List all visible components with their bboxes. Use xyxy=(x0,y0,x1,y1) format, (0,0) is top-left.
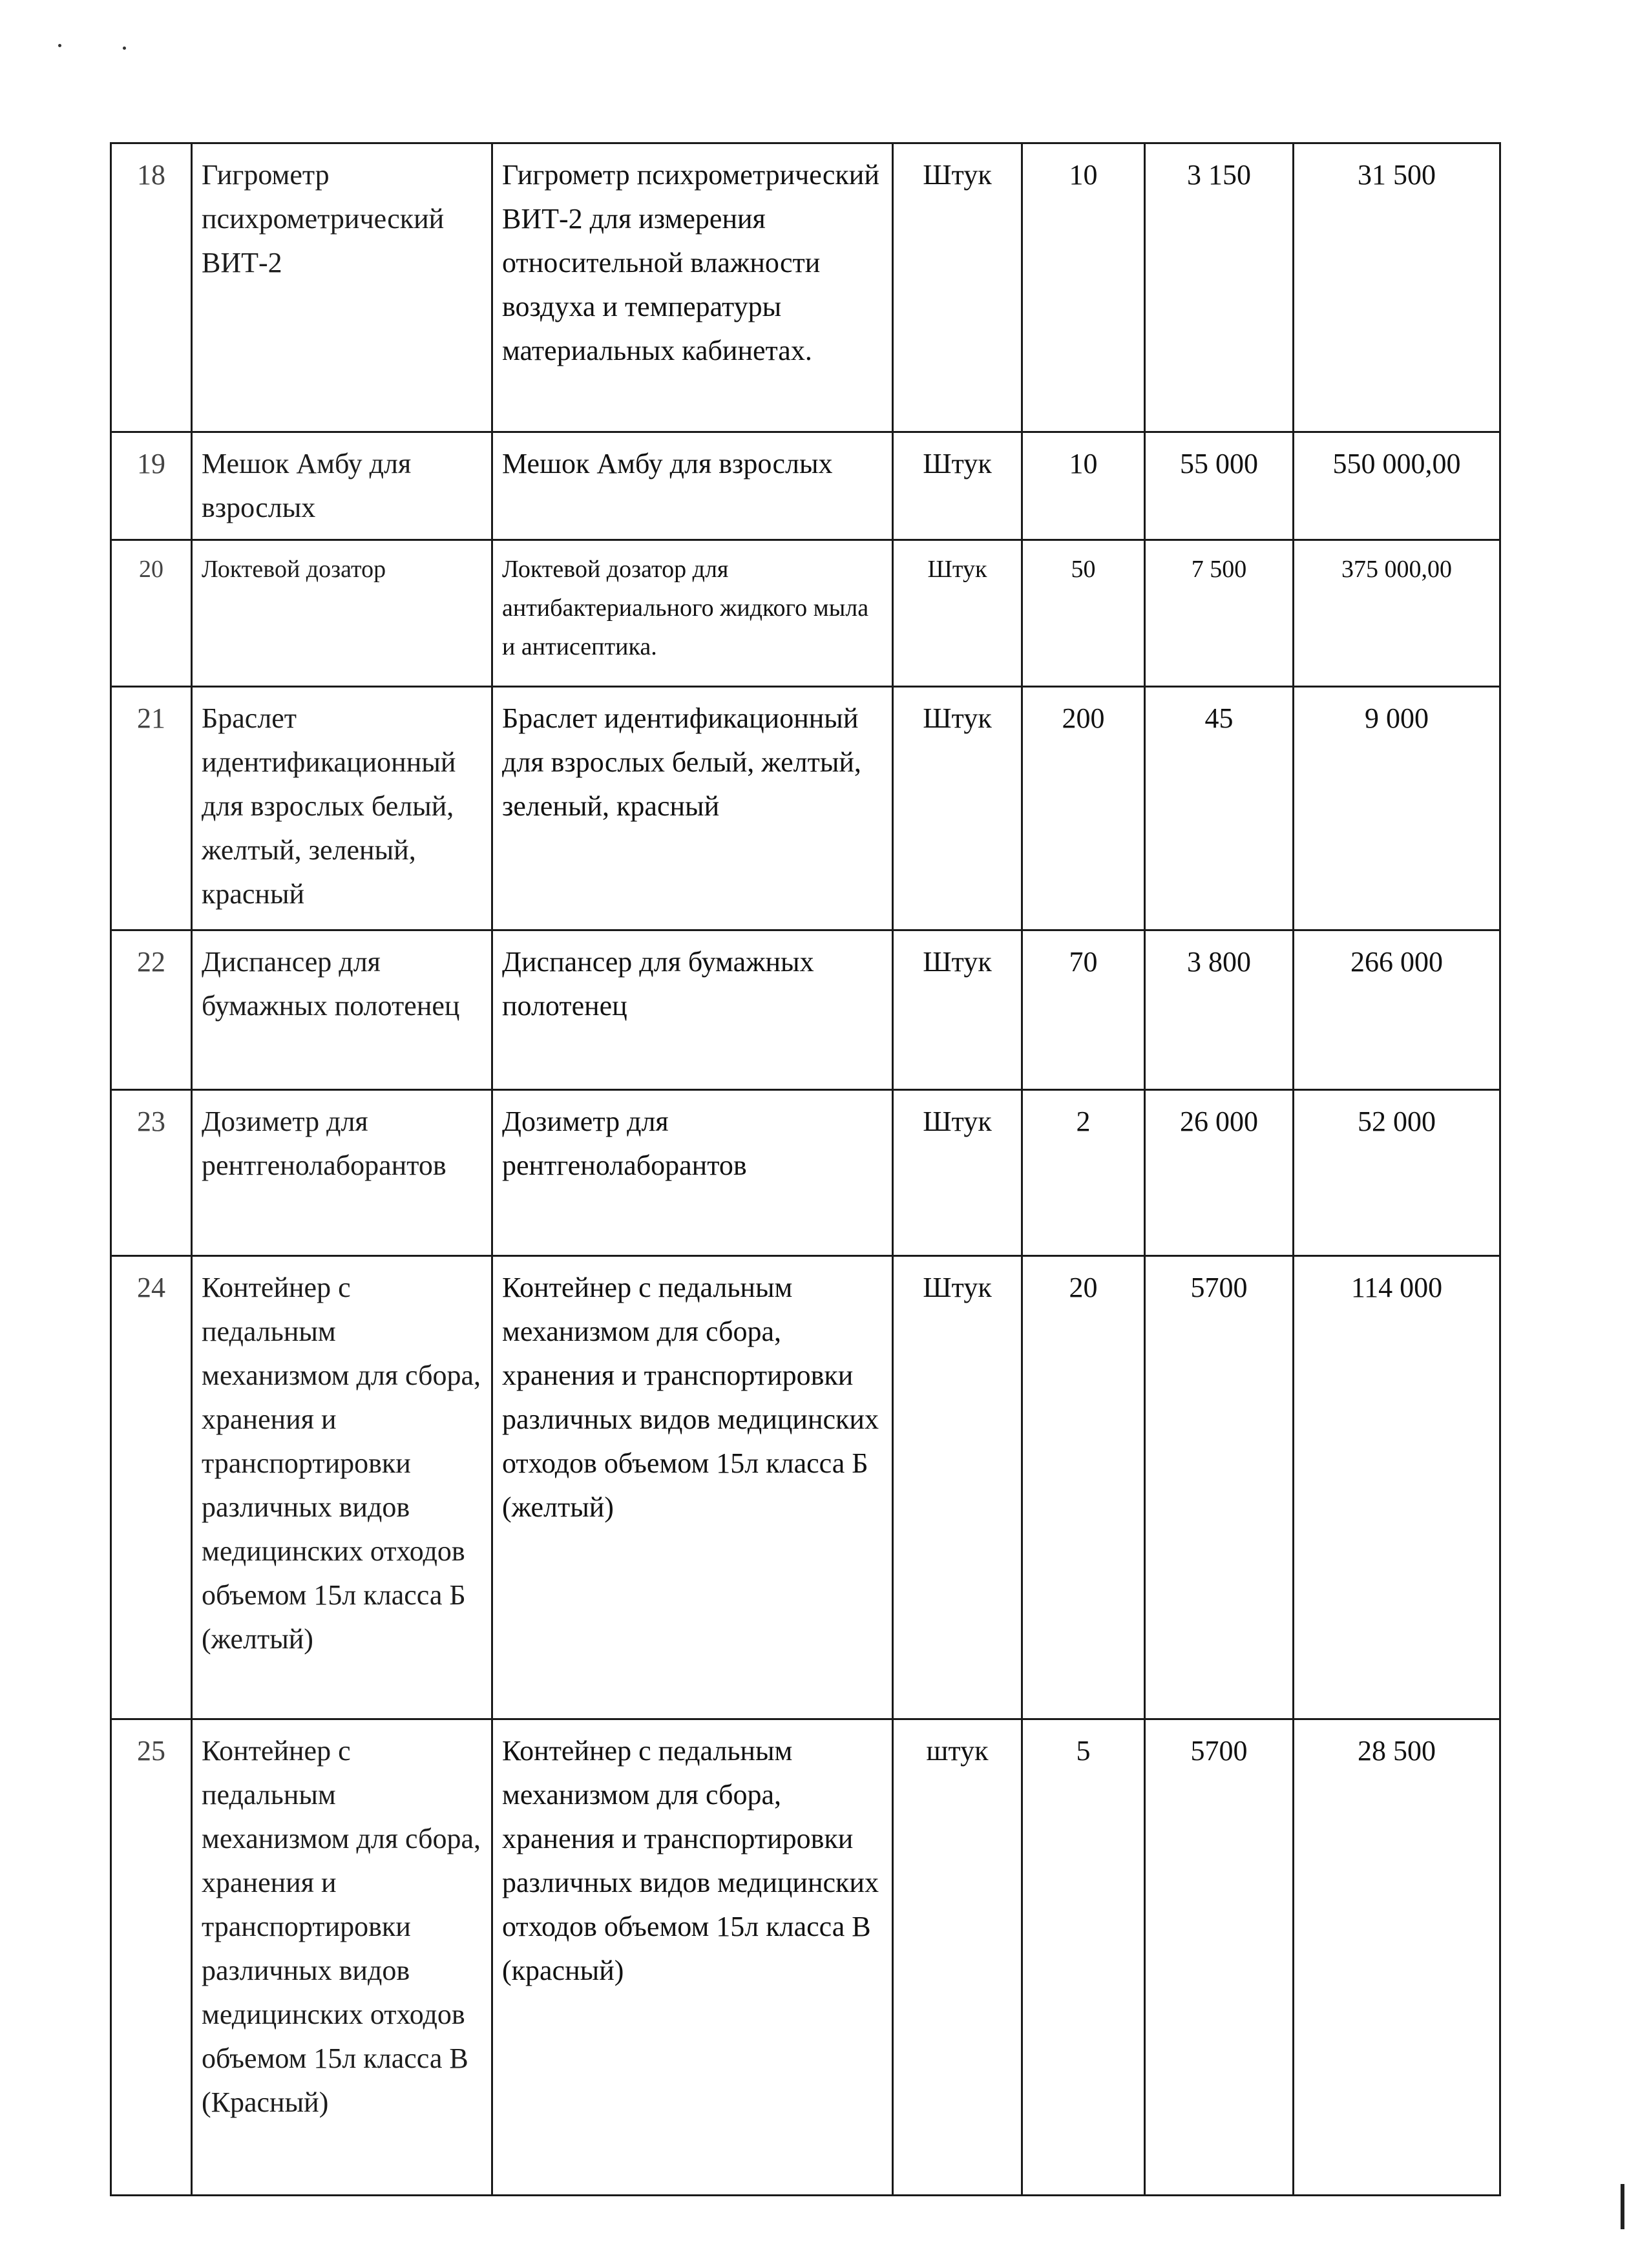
unit-price: 45 xyxy=(1145,687,1294,930)
scan-edge-mark xyxy=(1621,2184,1624,2229)
table-row xyxy=(111,432,1500,540)
unit-price: 26 000 xyxy=(1145,1090,1294,1256)
item-name: Локтевой дозатор xyxy=(192,540,492,687)
table-row xyxy=(111,1256,1500,1719)
scan-speck xyxy=(58,44,61,47)
unit-price: 7 500 xyxy=(1145,540,1294,687)
item-name: Гигрометр психрометрический ВИТ-2 xyxy=(192,143,492,432)
total-amount: 375 000,00 xyxy=(1294,540,1500,687)
total-amount: 9 000 xyxy=(1294,687,1500,930)
row-number: 20 xyxy=(111,540,192,687)
specification-table xyxy=(110,142,1501,2196)
row-number: 19 xyxy=(111,432,192,540)
item-description: Диспансер для бумажных полотенец xyxy=(492,930,893,1090)
total-amount: 52 000 xyxy=(1294,1090,1500,1256)
total-amount: 550 000,00 xyxy=(1294,432,1500,540)
item-description: Контейнер с педальным механизмом для сбора, хранения и транспортировки различных видов медицинских отходов объемом 15л класса В (красный) xyxy=(492,1719,893,2196)
quantity: 5 xyxy=(1022,1719,1145,2196)
item-name: Браслет идентификационный для взрослых белый, желтый, зеленый, красный xyxy=(192,687,492,930)
item-name: Диспансер для бумажных полотенец xyxy=(192,930,492,1090)
table-row xyxy=(111,687,1500,930)
item-description: Мешок Амбу для взрослых xyxy=(492,432,893,540)
item-name: Контейнер с педальным механизмом для сбора, хранения и транспортировки различных видов медицинских отходов объемом 15л класса В (Красный) xyxy=(192,1719,492,2196)
unit: Штук xyxy=(893,432,1022,540)
quantity: 10 xyxy=(1022,143,1145,432)
item-name: Контейнер с педальным механизмом для сбора, хранения и транспортировки различных видов медицинских отходов объемом 15л класса Б (желтый) xyxy=(192,1256,492,1719)
total-amount: 31 500 xyxy=(1294,143,1500,432)
item-description: Браслет идентификационный для взрослых белый, желтый, зеленый, красный xyxy=(492,687,893,930)
unit: Штук xyxy=(893,540,1022,687)
unit: Штук xyxy=(893,143,1022,432)
quantity: 50 xyxy=(1022,540,1145,687)
total-amount: 266 000 xyxy=(1294,930,1500,1090)
quantity: 200 xyxy=(1022,687,1145,930)
item-description: Гигрометр психрометрический ВИТ-2 для измерения относительной влажности воздуха и температуры материальных кабинетах. xyxy=(492,143,893,432)
table-row xyxy=(111,540,1500,687)
unit-price: 3 150 xyxy=(1145,143,1294,432)
unit: Штук xyxy=(893,930,1022,1090)
row-number: 21 xyxy=(111,687,192,930)
row-number: 18 xyxy=(111,143,192,432)
table-row xyxy=(111,930,1500,1090)
item-name: Мешок Амбу для взрослых xyxy=(192,432,492,540)
table-row xyxy=(111,1719,1500,2196)
unit-price: 3 800 xyxy=(1145,930,1294,1090)
unit-price: 5700 xyxy=(1145,1719,1294,2196)
item-description: Локтевой дозатор для антибактериального жидкого мыла и антисептика. xyxy=(492,540,893,687)
row-number: 25 xyxy=(111,1719,192,2196)
unit: Штук xyxy=(893,687,1022,930)
row-number: 23 xyxy=(111,1090,192,1256)
unit: штук xyxy=(893,1719,1022,2196)
quantity: 20 xyxy=(1022,1256,1145,1719)
unit: Штук xyxy=(893,1256,1022,1719)
total-amount: 114 000 xyxy=(1294,1256,1500,1719)
row-number: 22 xyxy=(111,930,192,1090)
unit: Штук xyxy=(893,1090,1022,1256)
quantity: 10 xyxy=(1022,432,1145,540)
quantity: 2 xyxy=(1022,1090,1145,1256)
quantity: 70 xyxy=(1022,930,1145,1090)
table-row xyxy=(111,143,1500,432)
total-amount: 28 500 xyxy=(1294,1719,1500,2196)
item-description: Контейнер с педальным механизмом для сбора, хранения и транспортировки различных видов медицинских отходов объемом 15л класса Б (желтый) xyxy=(492,1256,893,1719)
unit-price: 5700 xyxy=(1145,1256,1294,1719)
item-name: Дозиметр для рентгенолаборантов xyxy=(192,1090,492,1256)
row-number: 24 xyxy=(111,1256,192,1719)
item-description: Дозиметр для рентгенолаборантов xyxy=(492,1090,893,1256)
scan-speck xyxy=(123,47,126,50)
table-row xyxy=(111,1090,1500,1256)
unit-price: 55 000 xyxy=(1145,432,1294,540)
